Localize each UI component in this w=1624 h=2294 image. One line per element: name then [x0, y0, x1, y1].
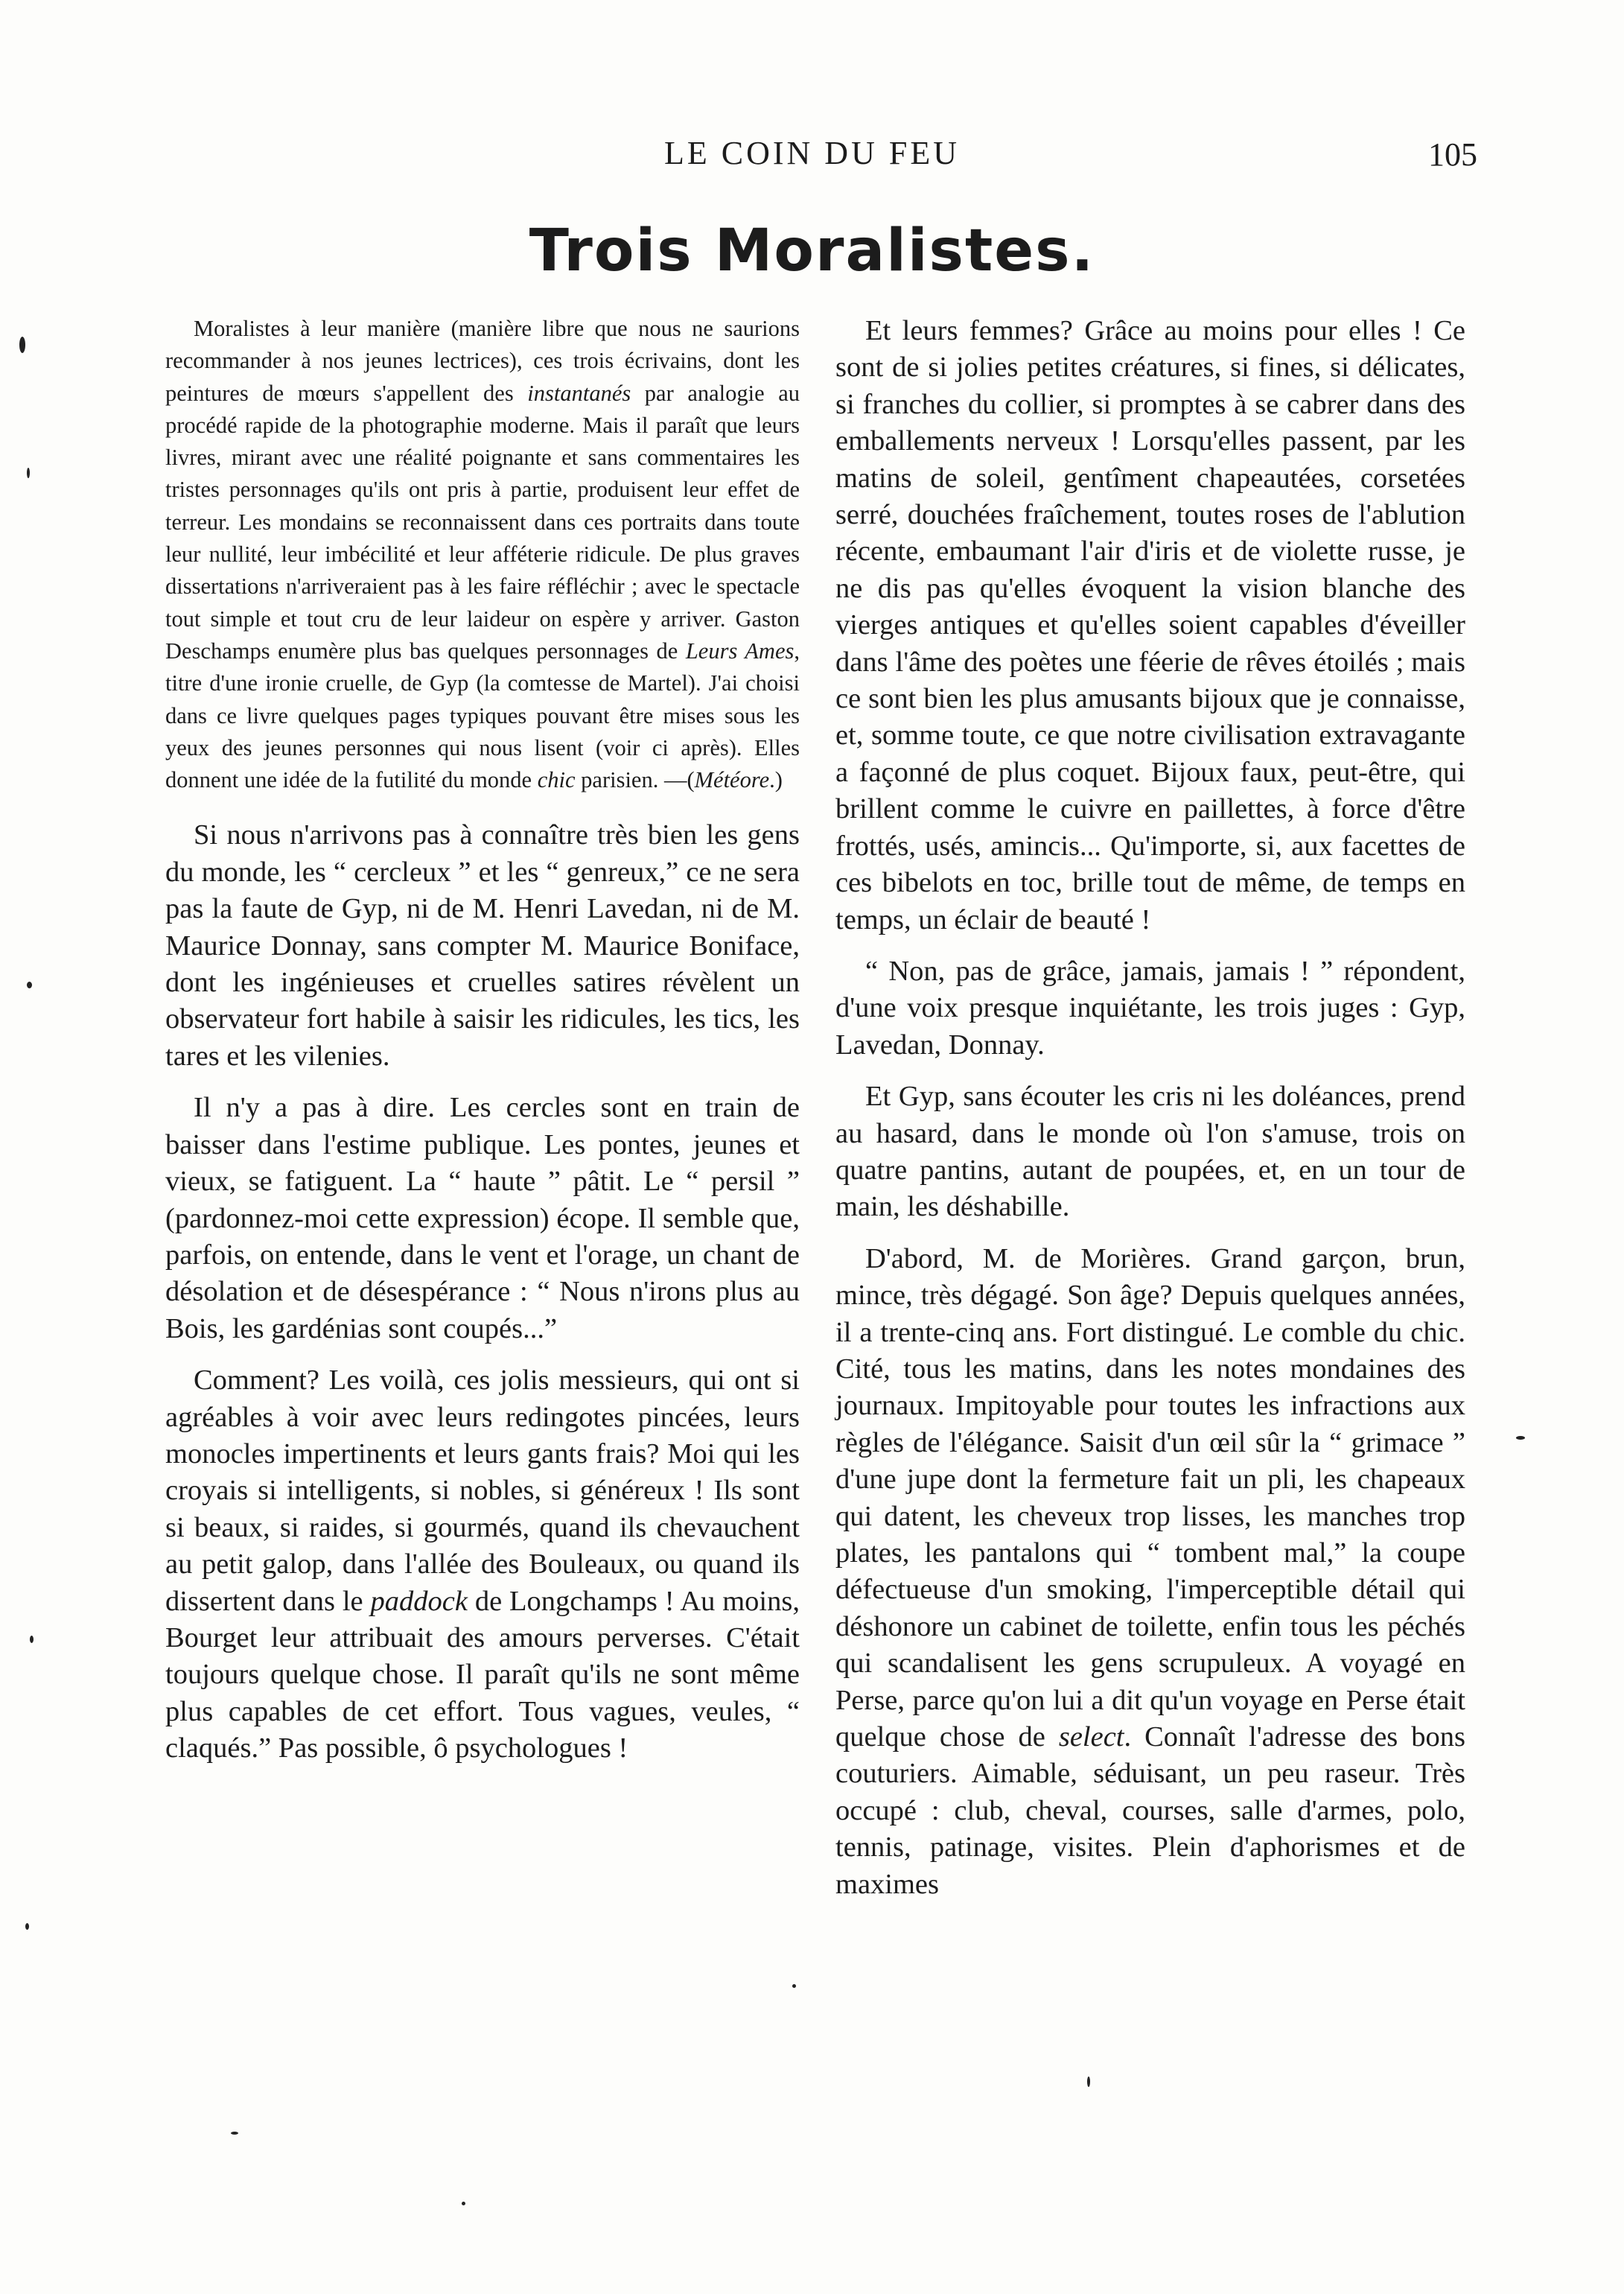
italic-text: paddock	[370, 1585, 468, 1617]
text-run: .)	[769, 767, 783, 793]
running-title: LE COIN DU FEU	[664, 135, 960, 171]
article-title: Trois Moralistes.	[529, 217, 1095, 285]
text-run: “ Non, pas de grâce, jamais, jamais ! ” répondent, d'une voix presque inquiétante, les trois juges : Gyp, Lavedan, Donnay.	[835, 955, 1465, 1061]
italic-text: instantanés	[527, 380, 631, 406]
body-paragraph	[835, 953, 1465, 1064]
right-column	[835, 313, 1465, 1918]
text-run: D'abord, M. de Morières. Grand garçon, brun, mince, très dégagé. Son âge? Depuis quelques années, il a trente-cinq ans. Fort distingué. Le comble du chic. Cité, tous les matins, dans les notes mondaines des journaux. Impitoyable pour toutes les infractions aux règles de l'élégance. Saisit d'un œil sûr la “ grimace ” d'une jupe dont la fermeture fait un pli, les chapeaux qui datent, les cheveux trop lisses, les manches trop plates, les pantalons qui “ tombent mal,” la coupe défectueuse d'un smoking, l'imperceptible détail qui déshonore un cabinet de toilette, enfin tous les péchés qui scandalisent les gens scrupuleux. A voyagé en Perse, parce qu'on lui a dit qu'un voyage en Perse était quelque chose de	[835, 1242, 1465, 1753]
text-run: Comment? Les voilà, ces jolis messieurs, qui ont si agréables à voir avec leurs redingotes pincées, leurs monocles impertinents et leurs gants frais? Moi qui les croyais si intelligents, si nobles, si généreux ! Ils sont si beaux, si raides, si gourmés, quand ils chevauchent au petit galop, dans l'allée des Bouleaux, ou quand ils dissertent dans le	[165, 1364, 800, 1617]
italic-text: chic	[537, 767, 576, 793]
body-paragraph	[835, 1241, 1465, 1903]
italic-text: Météore	[694, 767, 770, 793]
body-paragraph	[835, 313, 1465, 938]
text-run: Moralistes à leur manière (manière libre que nous ne saurions recommander à nos jeunes lectrices), ces trois écrivains, dont les peintures de mœurs s'appellent des	[165, 316, 800, 406]
left-column	[165, 313, 800, 1782]
text-run: Et Gyp, sans écouter les cris ni les doléances, prend au hasard, dans le monde où l'on s'amuse, trois on quatre pantins, autant de poupées, et, en un tour de main, les déshabille.	[835, 1081, 1465, 1223]
text-run: , titre d'une ironie cruelle, de Gyp (la comtesse de Martel). J'ai choisi dans ce livre quelques pages typiques pouvant être mises sous les yeux des jeunes personnes qui nous lisent (voir ci après). Elles donnent une idée de la futilité du monde	[165, 638, 800, 793]
text-run: . Connaît l'adresse des bons couturiers. Aimable, séduisant, un peu raseur. Très occupé : club, cheval, courses, salle d'armes, polo, tennis, patinage, visites. Plein d'aphorismes et de maximes	[835, 1721, 1465, 1900]
text-run: Il n'y a pas à dire. Les cercles sont en train de baisser dans l'estime publique. Les pontes, jeunes et vieux, se fatiguent. La “ haute ” pâtit. Le “ persil ” (pardonnez-moi cette expression) écope. Il semble que, parfois, on entende, dans le vent et l'orage, un chant de désolation et de désespérance : “ Nous n'irons plus au Bois, les gardénias sont coupés...”	[165, 1092, 800, 1344]
body-paragraph	[165, 1362, 800, 1767]
text-run: parisien. —(	[575, 767, 695, 793]
italic-text: select	[1058, 1721, 1124, 1753]
text-run: Si nous n'arrivons pas à connaître très bien les gens du monde, les “ cercleux ” et les “ genreux,” ce ne sera pas la faute de Gyp, ni de M. Henri Lavedan, ni de M. Maurice Donnay, sans compter M. Maurice Boniface, dont les ingénieuses et cruelles satires révèlent un observateur fort habile à saisir les ridicules, les tics, les tares et les vilenies.	[165, 819, 800, 1072]
text-run: de Longchamps ! Au moins, Bourget leur attribuait des amours perverses. C'était toujours quelque chose. Il paraît qu'ils ne sont même plus capables de cet effort. Tous vagues, veules, “ claqués.” Pas possible, ô psychologues !	[165, 1585, 800, 1764]
body-paragraph	[165, 817, 800, 1075]
body-paragraph	[835, 1078, 1465, 1226]
italic-text: Leurs Ames	[685, 638, 795, 664]
editor-intro	[165, 313, 800, 796]
body-paragraph	[165, 1090, 800, 1347]
text-run: par analogie au procédé rapide de la photographie moderne. Mais il paraît que leurs livres, mirant avec une réalité poignante et sans commentaires les tristes personnages qu'ils ont pris à partie, produisent leur effet de terreur. Les mondains se reconnaissent dans ces portraits dans toute leur nullité, leur imbécilité et leur afféterie ridicule. De plus graves dissertations n'arriveraient pas à les faire réfléchir ; avec le spectacle tout simple et tout cru de leur laideur on espère y arriver. Gaston Deschamps enumère plus bas quelques personnages de	[165, 380, 800, 664]
text-run: Et leurs femmes? Grâce au moins pour elles ! Ce sont de si jolies petites créatures, si fines, si délicates, si franches du collier, si promptes à se cabrer dans des emballements nerveux ! Lorsqu'elles passent, par les matins de soleil, gentîment chapeautées, corsetées serré, douchées fraîchement, toutes roses de l'ablution récente, embaumant l'air d'iris et de violette russe, je ne dis pas qu'elles évoquent la vision blanche des vierges antiques et qu'elles soient capables d'éveiller dans l'âme des poètes une féerie de rêves étoilés ; mais ce sont bien les plus amusants bijoux que je connaisse, et, somme toute, ce que notre civilisation extravagante a façonné de plus coquet. Bijoux faux, peut-être, qui brillent comme le cuivre en paillettes, à force d'être frottés, usés, amincis... Qu'importe, si, aux facettes de ces bibelots en toc, brille tout de même, de temps en temps, un éclair de beauté !	[835, 315, 1465, 935]
page-number: 105	[1428, 136, 1477, 173]
